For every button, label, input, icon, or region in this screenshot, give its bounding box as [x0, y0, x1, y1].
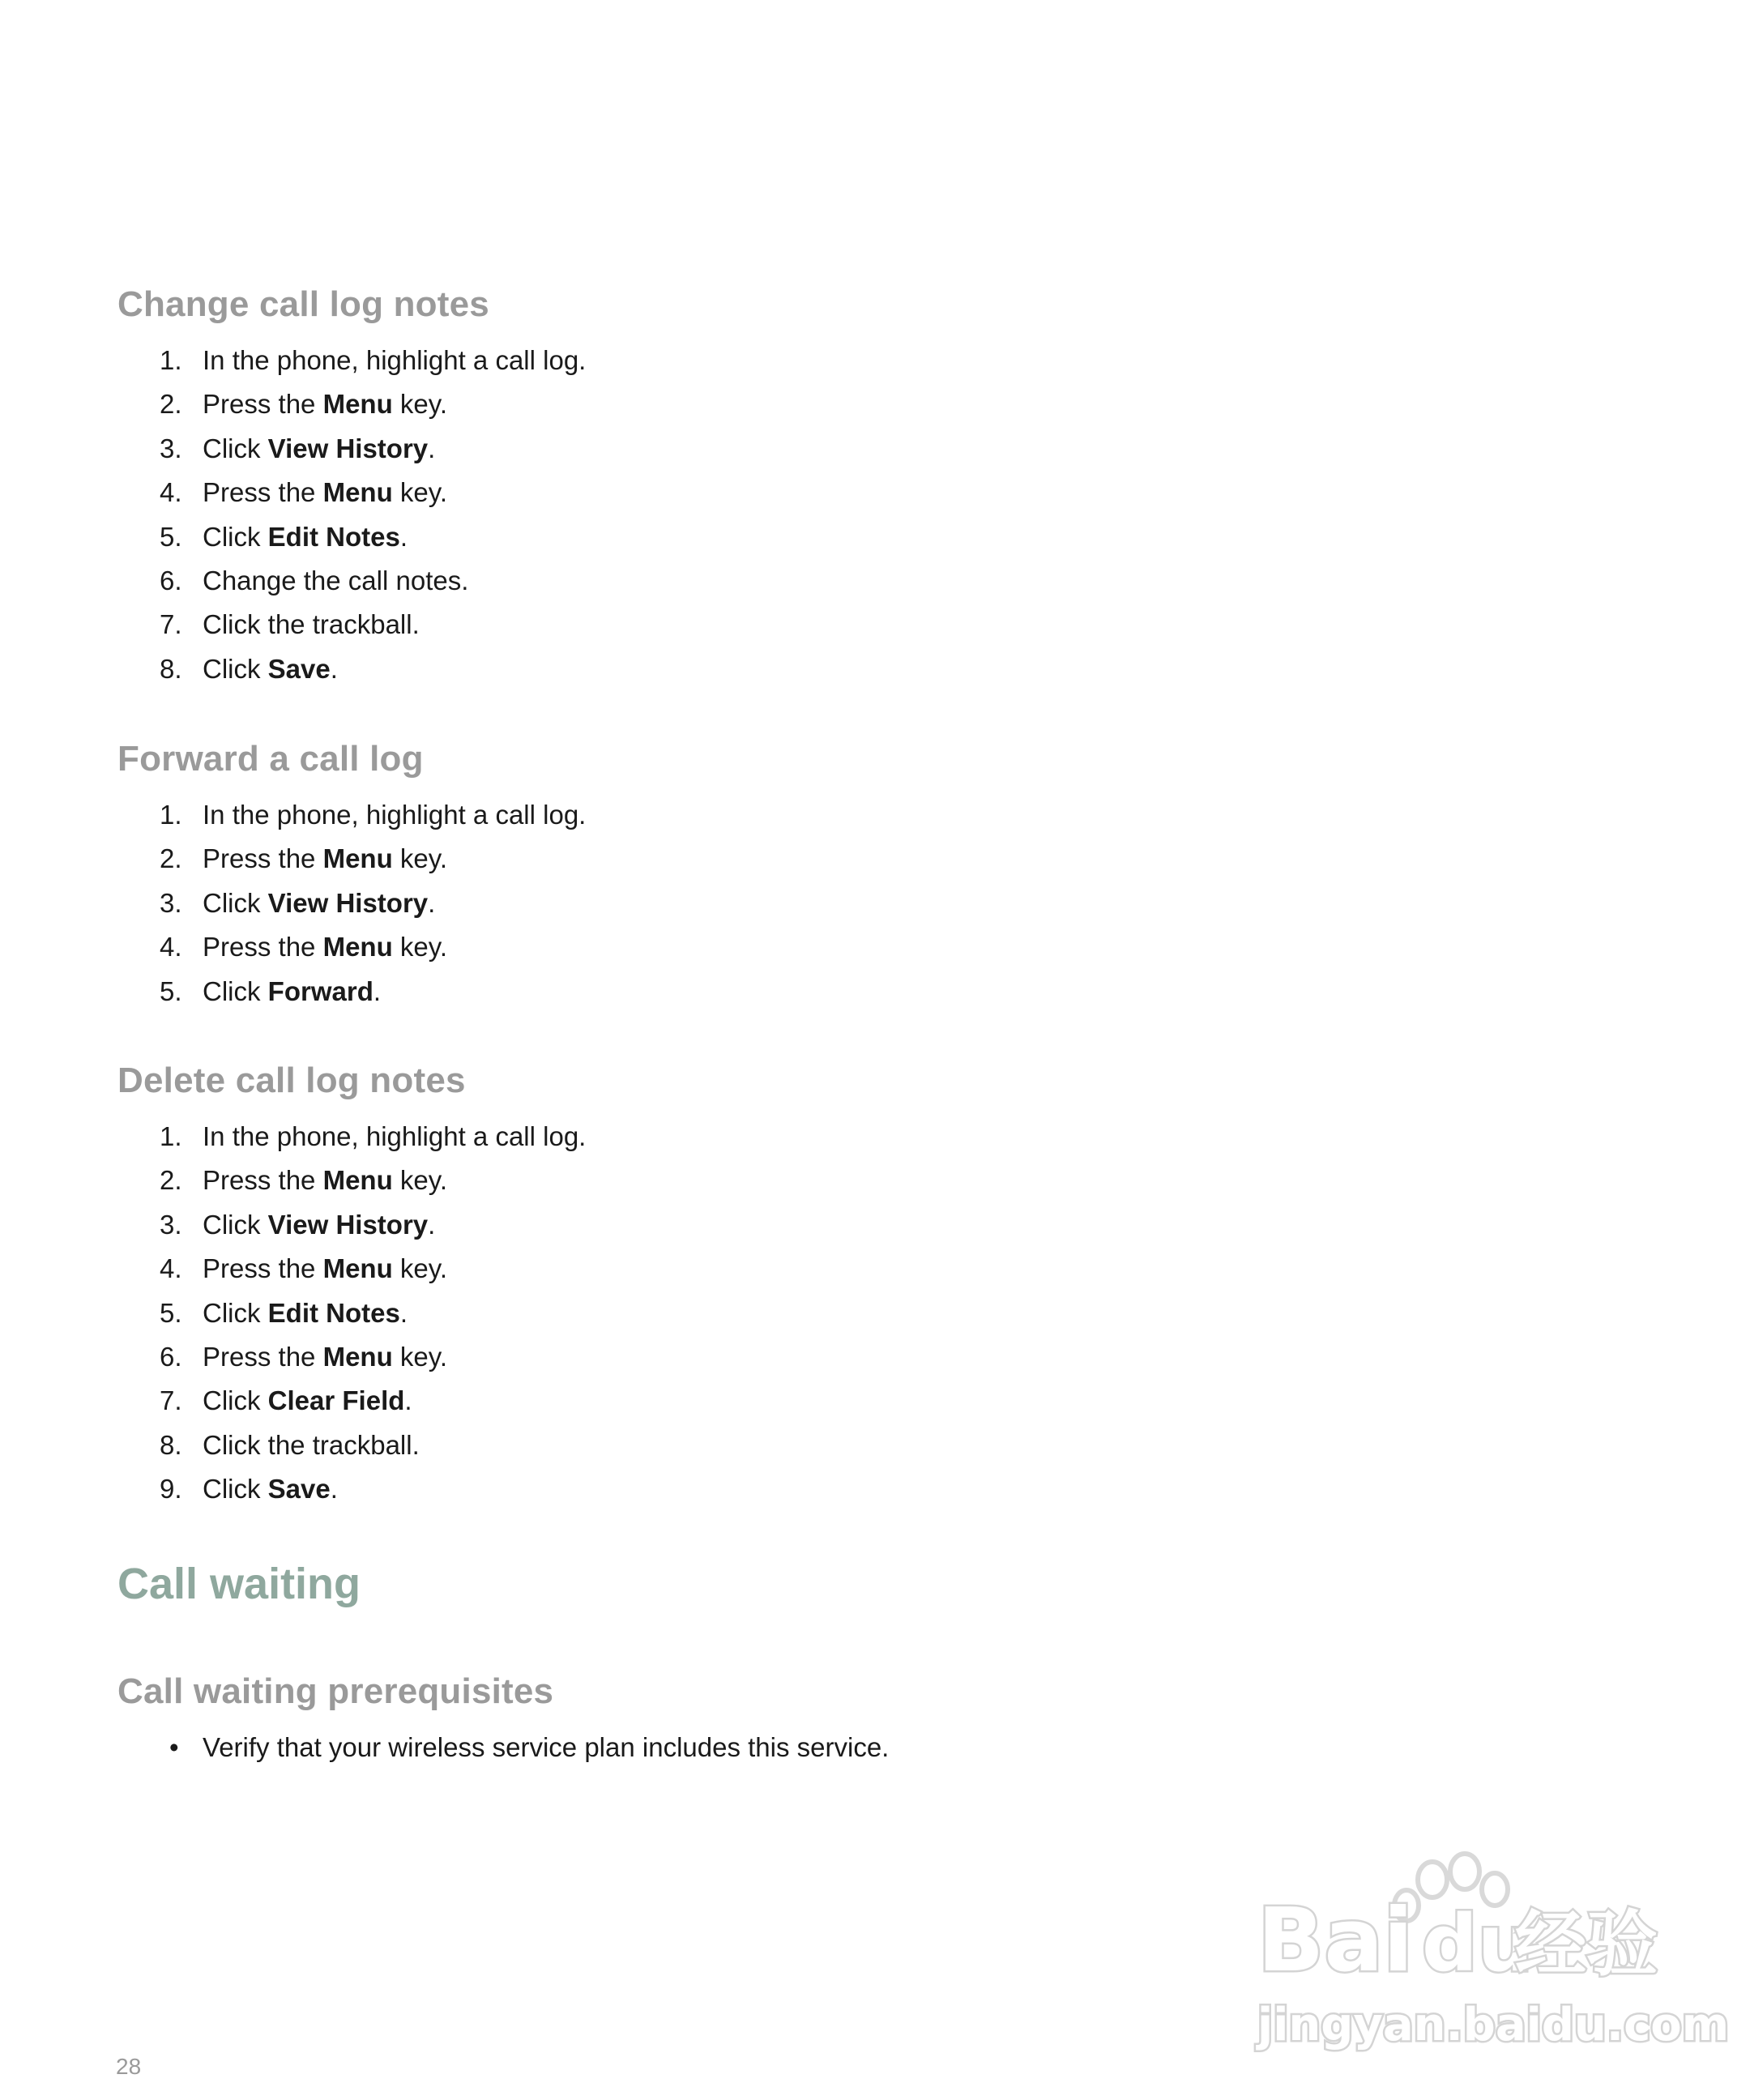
step-item — [117, 1203, 1576, 1247]
chapter-heading: Call waiting — [117, 1560, 361, 1608]
page-number: 28 — [116, 2054, 142, 2079]
step-text: Click — [203, 653, 268, 684]
step-number: 9. — [160, 1474, 182, 1505]
step-item — [117, 793, 1576, 837]
step-item — [117, 1247, 1576, 1291]
step-text-end: . — [399, 1297, 408, 1328]
step-number: 2. — [160, 843, 182, 874]
step-item — [117, 1423, 1576, 1467]
step-text: Press the — [203, 1253, 323, 1284]
step-item — [117, 837, 1576, 881]
step-text-end: . — [330, 1474, 338, 1505]
step-ui-term: Save — [267, 1474, 331, 1505]
step-text: Press the — [203, 843, 323, 874]
step-ui-term: Menu — [322, 389, 393, 420]
step-text: Press the — [203, 1341, 323, 1372]
step-text-end: key. — [392, 1341, 447, 1372]
step-item — [117, 881, 1576, 925]
baidu-watermark-logo — [1248, 1847, 1730, 2058]
step-text: Change the call notes. — [203, 565, 469, 595]
svg-text:Bai: Bai — [1257, 1890, 1414, 1991]
step-ui-term: View History — [267, 1209, 429, 1240]
step-text-end: key. — [392, 1253, 447, 1284]
step-text-end: . — [373, 975, 382, 1006]
step-ui-term: Edit Notes — [267, 521, 400, 552]
section-heading: Change call log notes — [117, 284, 489, 324]
step-item — [117, 1291, 1576, 1335]
step-number: 7. — [160, 1385, 182, 1416]
step-number: 7. — [160, 609, 182, 640]
step-number: 1. — [160, 1121, 182, 1151]
step-item — [117, 970, 1576, 1014]
step-number: 5. — [160, 975, 182, 1006]
step-number: 6. — [160, 1341, 182, 1372]
step-number: 2. — [160, 1165, 182, 1196]
step-text: Click the trackball. — [203, 1429, 420, 1460]
step-text: Click — [203, 975, 268, 1006]
step-text-end: . — [399, 521, 408, 552]
step-number: 1. — [160, 345, 182, 375]
step-ui-term: Menu — [322, 932, 393, 962]
step-ui-term: Menu — [322, 843, 393, 874]
step-text: Click — [203, 1209, 268, 1240]
step-number: 2. — [160, 389, 182, 420]
step-number: 4. — [160, 477, 182, 508]
step-ui-term: Menu — [322, 1165, 393, 1196]
step-number: 4. — [160, 932, 182, 962]
step-item — [117, 1159, 1576, 1202]
step-ui-term: View History — [267, 433, 429, 463]
steps-list — [117, 1115, 1576, 1512]
step-text: Click — [203, 433, 268, 463]
step-item — [117, 1467, 1576, 1511]
step-ui-term: Edit Notes — [267, 1297, 400, 1328]
svg-text:du: du — [1422, 1898, 1534, 1989]
step-text: Press the — [203, 389, 323, 420]
step-text-end: key. — [392, 1165, 447, 1196]
step-text: Click — [203, 1297, 268, 1328]
section-heading: Call waiting prerequisites — [117, 1671, 554, 1711]
step-number: 6. — [160, 565, 182, 595]
step-number: 1. — [160, 800, 182, 830]
step-number: 3. — [160, 433, 182, 463]
step-text-end: key. — [392, 843, 447, 874]
section-heading: Delete call log notes — [117, 1061, 466, 1100]
step-text: Click — [203, 887, 268, 918]
step-item — [117, 427, 1576, 471]
step-item — [117, 339, 1576, 382]
step-text-end: . — [428, 433, 436, 463]
step-ui-term: Save — [267, 653, 331, 684]
step-text-end: . — [330, 653, 338, 684]
step-number: 8. — [160, 653, 182, 684]
step-item — [117, 1379, 1576, 1423]
section-heading: Forward a call log — [117, 739, 424, 779]
bullet-list — [117, 1726, 1576, 1769]
steps-list — [117, 339, 1576, 691]
bullet-dot: • — [169, 1732, 179, 1762]
step-ui-term: Menu — [322, 477, 393, 508]
step-item — [117, 382, 1576, 426]
step-item — [117, 925, 1576, 969]
step-text-end: key. — [392, 477, 447, 508]
section-delete-call-log-notes — [117, 1058, 1576, 1512]
step-text: Click — [203, 1385, 268, 1416]
step-text-end: key. — [392, 389, 447, 420]
step-number: 5. — [160, 1297, 182, 1328]
svg-text:经验: 经验 — [1515, 1902, 1658, 1986]
section-change-call-log-notes — [117, 282, 1576, 691]
step-text-end: key. — [392, 932, 447, 962]
step-number: 3. — [160, 1209, 182, 1240]
steps-list — [117, 793, 1576, 1014]
step-text: Click — [203, 1474, 268, 1505]
section-call-waiting-prerequisites — [117, 1669, 1576, 1769]
step-text: Press the — [203, 932, 323, 962]
step-text-end: . — [404, 1385, 412, 1416]
step-text: In the phone, highlight a call log. — [203, 800, 587, 830]
section-forward-a-call-log — [117, 736, 1576, 1014]
step-item — [117, 1335, 1576, 1379]
step-item — [117, 647, 1576, 691]
step-text: Press the — [203, 1165, 323, 1196]
bullet-text: Verify that your wireless service plan includes this service. — [203, 1732, 890, 1762]
step-item — [117, 1115, 1576, 1159]
step-item — [117, 603, 1576, 647]
step-text: In the phone, highlight a call log. — [203, 345, 587, 375]
step-item — [117, 471, 1576, 514]
svg-text:jingyan.baidu.com: jingyan.baidu.com — [1257, 1999, 1730, 2051]
step-text: Press the — [203, 477, 323, 508]
step-text: Click the trackball. — [203, 609, 420, 640]
step-item — [117, 515, 1576, 559]
section-call-waiting — [117, 1557, 1576, 1611]
step-ui-term: View History — [267, 887, 429, 918]
step-ui-term: Menu — [322, 1341, 393, 1372]
step-text: In the phone, highlight a call log. — [203, 1121, 587, 1151]
step-item — [117, 559, 1576, 603]
step-ui-term: Forward — [267, 975, 373, 1006]
step-ui-term: Menu — [322, 1253, 393, 1284]
step-number: 4. — [160, 1253, 182, 1284]
bullet-item — [117, 1726, 1576, 1769]
step-number: 3. — [160, 887, 182, 918]
step-ui-term: Clear Field — [267, 1385, 405, 1416]
step-number: 8. — [160, 1429, 182, 1460]
step-text-end: . — [428, 1209, 436, 1240]
step-text: Click — [203, 521, 268, 552]
step-text-end: . — [428, 887, 436, 918]
step-number: 5. — [160, 521, 182, 552]
